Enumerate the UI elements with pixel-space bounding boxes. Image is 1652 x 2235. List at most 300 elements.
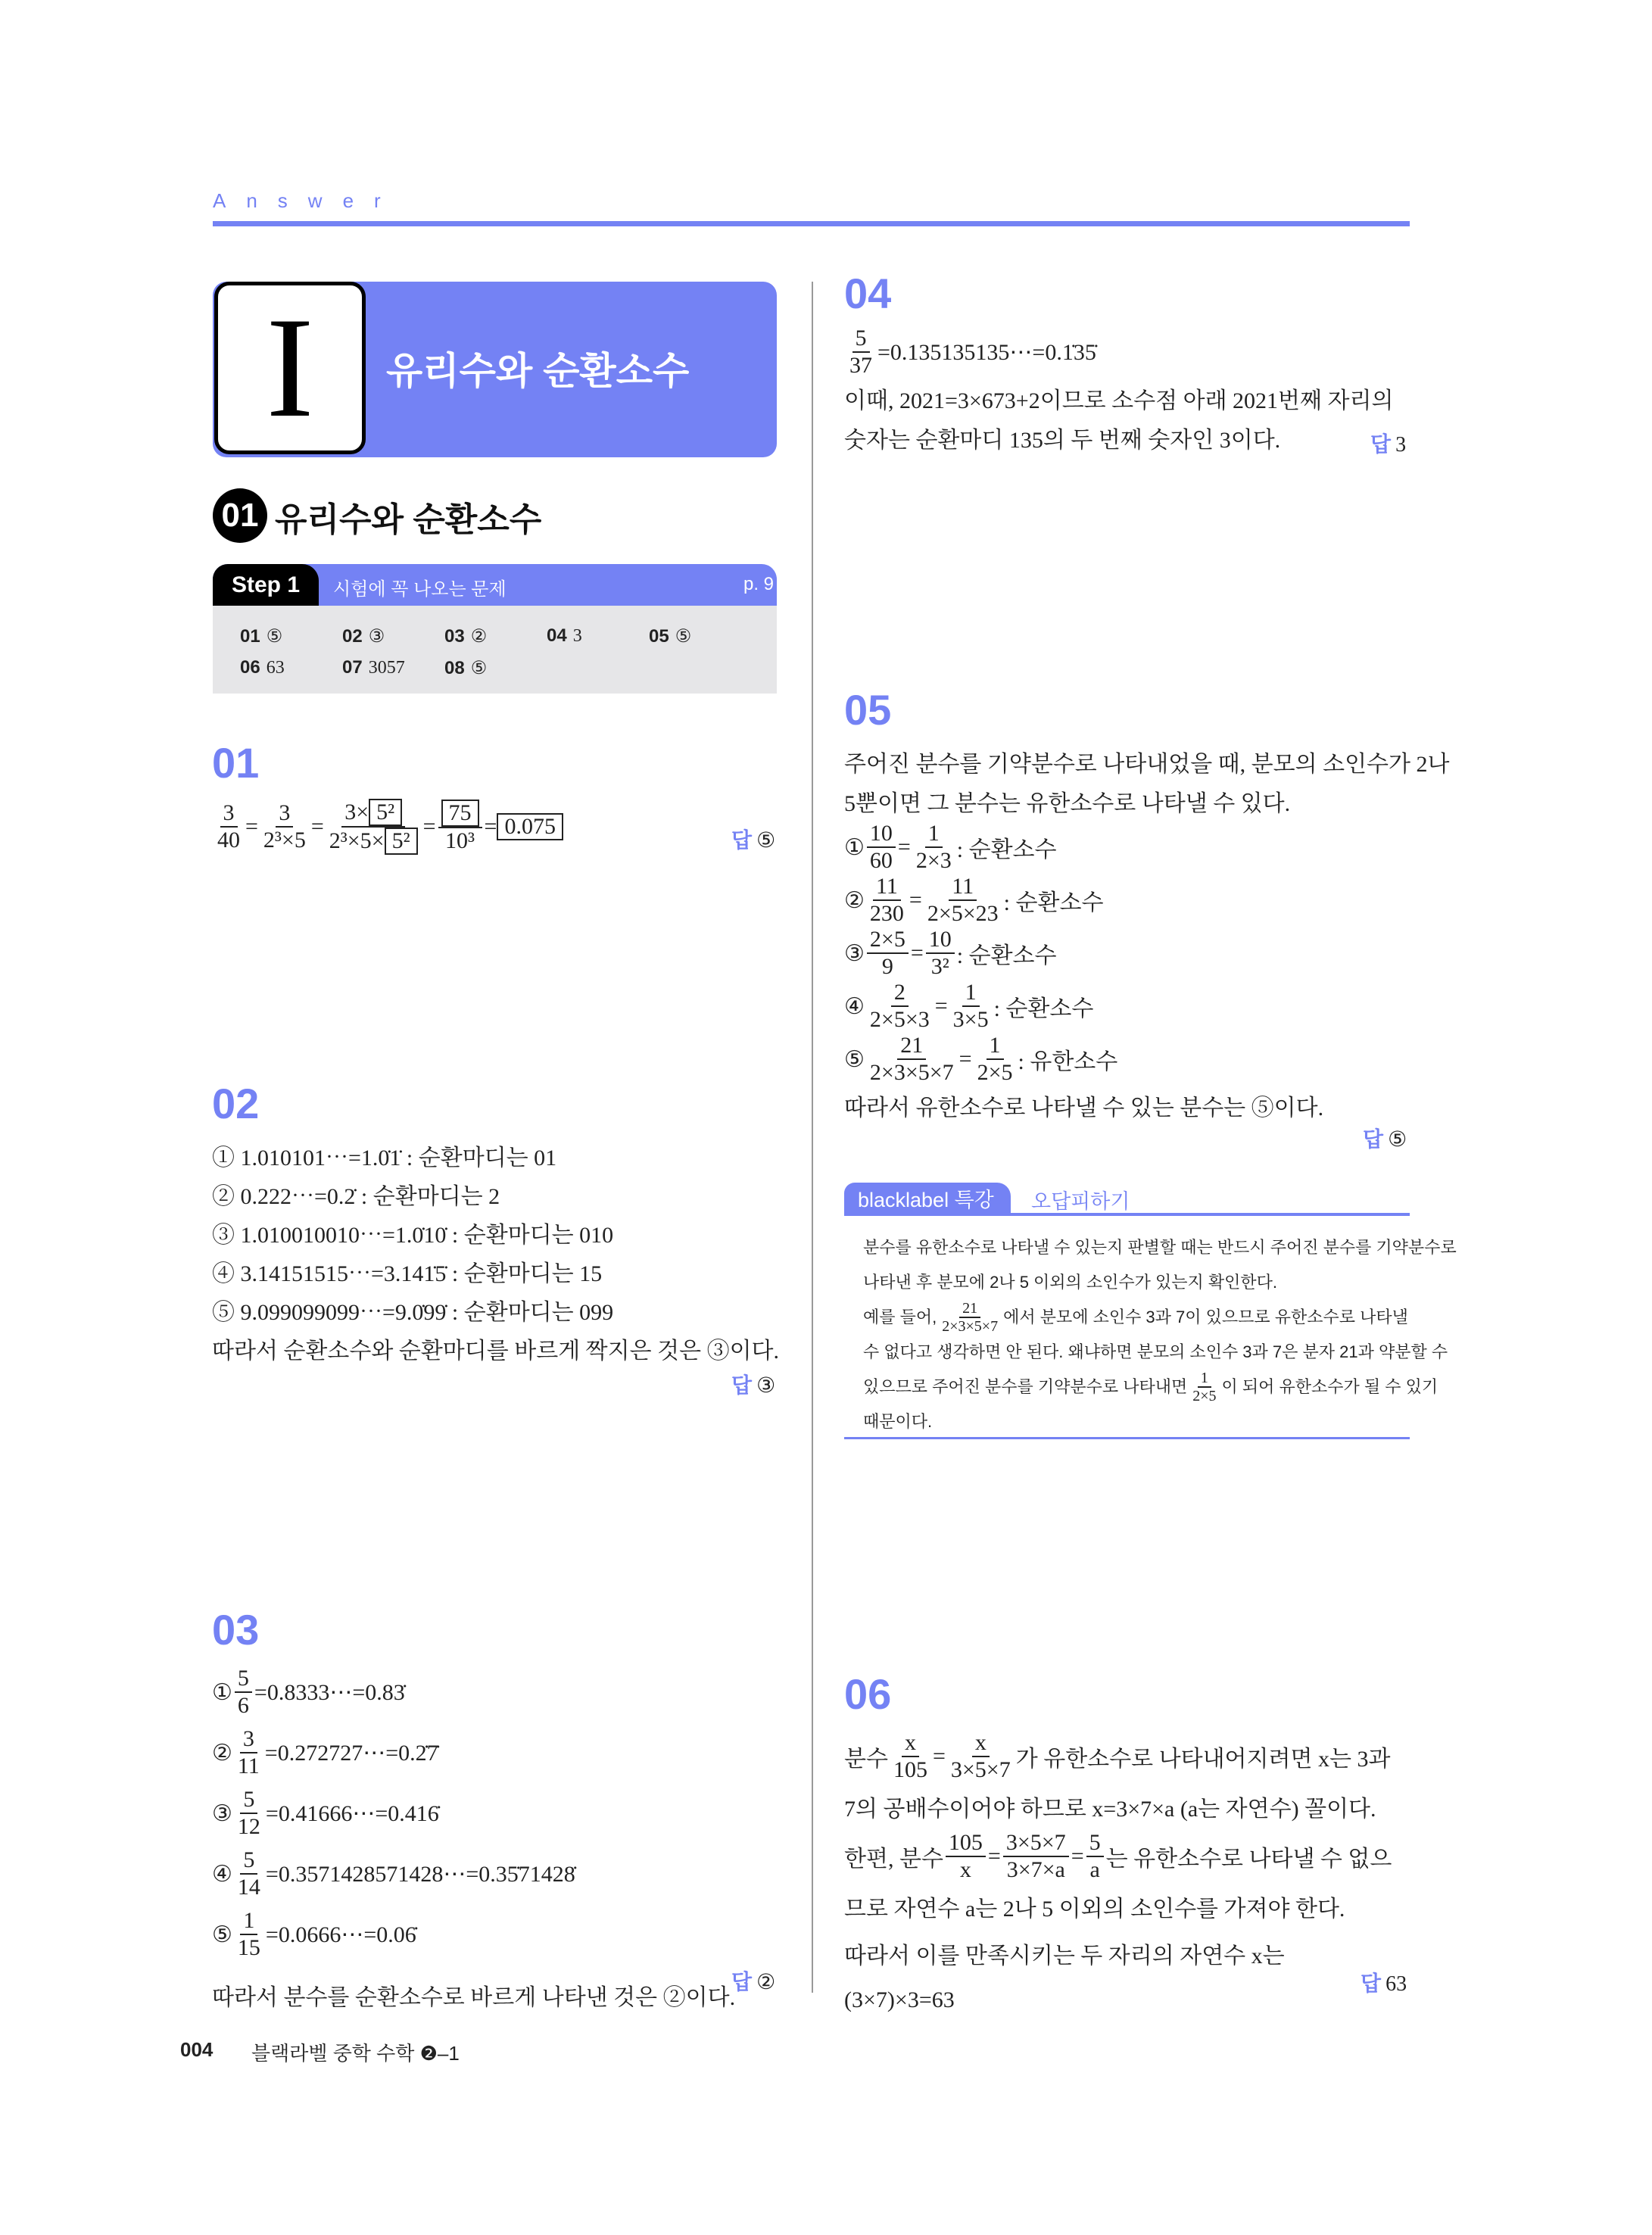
- solution-line: [844, 379, 1393, 418]
- text-run: 40: [217, 828, 240, 853]
- numerator: [959, 1300, 980, 1318]
- solution-line: [863, 1404, 1408, 1439]
- answer-value: ②: [756, 1971, 776, 1994]
- text-run: 1: [965, 980, 977, 1005]
- denominator: [326, 828, 421, 855]
- q01-solution: [212, 799, 563, 855]
- text-run: 21: [962, 1300, 978, 1317]
- fraction: [1003, 1830, 1069, 1883]
- solution-line: [863, 1265, 1408, 1300]
- answer-key-value: 63: [266, 658, 285, 678]
- text-run: 주어진 분수를 기약분수로 나타내었을 때, 분모의 소인수가 2나: [844, 752, 1450, 777]
- text-run: =: [1071, 1844, 1084, 1869]
- numerator: [972, 1730, 990, 1757]
- numerator: [1198, 1370, 1211, 1388]
- text-run: 이 되어 유한소수가 될 수 있기: [1221, 1377, 1438, 1396]
- answer-label: 답: [1363, 1127, 1384, 1151]
- fraction: [939, 1300, 1001, 1335]
- text-run: =0.8333⋯=0.83̇: [254, 1679, 405, 1705]
- answer-key-value: 3057: [368, 658, 405, 678]
- numerator: [852, 326, 870, 353]
- q05-answer: [1363, 1123, 1407, 1153]
- fraction: [926, 927, 955, 980]
- solution-line: [863, 1370, 1438, 1404]
- denominator: [214, 828, 243, 853]
- q06-answer: [1361, 1967, 1407, 1997]
- solution-line: [844, 1830, 1392, 1883]
- answer-key-value: ⑤: [675, 627, 692, 647]
- answer-key-item: [240, 625, 282, 647]
- question-heading-01: 01: [212, 739, 260, 787]
- denominator: [1086, 1857, 1102, 1883]
- solution-line: [212, 1252, 779, 1290]
- text-run: ① 1.010101⋯=1.0̇1̇ : 순환마디는 01: [212, 1145, 557, 1170]
- text-run: =: [484, 814, 497, 839]
- text-run: =: [422, 814, 436, 839]
- answer-label: 답: [731, 828, 753, 852]
- header-rule: [213, 221, 1410, 226]
- solution-line: [863, 1300, 1408, 1335]
- text-run: 105: [948, 1830, 983, 1855]
- fraction: [235, 1847, 263, 1900]
- answer-value: 3: [1395, 433, 1407, 457]
- text-run: =: [932, 1744, 946, 1769]
- denominator: [442, 828, 478, 854]
- text-run: 14: [237, 1875, 260, 1900]
- text-run: 있으므로 주어진 분수를 기약분수로 나타내면: [863, 1377, 1188, 1396]
- answer-label: 답: [1370, 432, 1392, 456]
- text-run: 105: [893, 1757, 927, 1782]
- text-run: ④: [212, 1861, 232, 1887]
- solution-line: [844, 1086, 1450, 1125]
- answer-key-number: 08: [444, 658, 465, 678]
- answer-value: ⑤: [756, 829, 776, 853]
- answer-grid: [213, 606, 777, 694]
- math-group: [441, 800, 479, 825]
- solution-line: [212, 1174, 779, 1213]
- denominator: [890, 1757, 930, 1783]
- text-run: 므로 자연수 a는 2나 5 이외의 소인수를 가져야 한다.: [844, 1897, 1345, 1922]
- fraction: [913, 821, 955, 874]
- step-tab: Step 1: [213, 564, 319, 606]
- text-run: 가 유한소수로 나타내어지려면 x는 3과: [1015, 1747, 1391, 1772]
- q06-solution: [844, 1730, 1392, 2024]
- fraction: [846, 326, 875, 379]
- text-run: =: [934, 993, 948, 1018]
- solution-line: [212, 1290, 779, 1329]
- text-run: 3×5×7: [950, 1757, 1011, 1782]
- text-run: 나타낸 후 분모에 2나 5 이외의 소인수가 있는지 확인한다.: [863, 1273, 1278, 1292]
- text-run: 2×5: [869, 927, 905, 952]
- step-subtitle: 시험에 꼭 나오는 문제: [333, 579, 507, 600]
- numerator: [873, 874, 901, 901]
- numerator: [240, 1847, 257, 1875]
- solution-line: [844, 1783, 1392, 1830]
- fraction: [235, 1726, 263, 1779]
- text-run: x: [959, 1857, 971, 1882]
- text-run: ②: [212, 1740, 232, 1766]
- text-run: 3²: [930, 954, 949, 979]
- text-run: 1: [927, 821, 940, 846]
- text-run: =0.135135135⋯=0.1̇35̇: [877, 339, 1096, 365]
- q04-answer: [1370, 428, 1406, 458]
- text-run: 분수를 유한소수로 나타낼 수 있는지 판별할 때는 반드시 주어진 분수를 기약분수로: [863, 1238, 1457, 1257]
- text-run: =: [310, 814, 324, 839]
- blacklabel-body: [863, 1230, 1457, 1439]
- denominator: [1189, 1388, 1219, 1404]
- fraction: [924, 874, 1002, 927]
- text-run: 15: [237, 1935, 260, 1960]
- answer-key-number: 06: [240, 657, 260, 678]
- fraction: [260, 800, 309, 853]
- answer-key-value: ⑤: [470, 659, 488, 678]
- text-run: ③: [212, 1800, 232, 1826]
- text-run: =: [897, 834, 911, 859]
- numerator: [1003, 1830, 1069, 1857]
- text-run: 때문이다.: [863, 1412, 933, 1431]
- answer-key-number: 03: [444, 626, 465, 647]
- answer-key-number: 02: [342, 626, 363, 647]
- solution-line: [212, 1904, 735, 1965]
- text-run: 숫자는 순환마디 135의 두 번째 숫자인 3이다.: [844, 428, 1281, 453]
- fraction: [235, 1908, 263, 1961]
- denominator: [879, 954, 896, 980]
- answer-key-value: ③: [368, 627, 385, 647]
- denominator: [957, 1857, 974, 1883]
- solution-line: [863, 1335, 1448, 1370]
- text-run: 수 없다고 생각하면 안 된다. 왜냐하면 분모의 소인수 3과 7은 분자 21과 약분할 수: [863, 1342, 1448, 1361]
- fraction: [235, 1666, 252, 1719]
- answer-value: ⑤: [1388, 1128, 1407, 1152]
- text-run: 2×3: [915, 848, 952, 873]
- answer-label: 답: [1361, 1972, 1382, 1995]
- text-run: : 순환소수: [993, 996, 1094, 1021]
- q03-answer: [731, 1965, 775, 1996]
- denominator: [867, 901, 907, 927]
- answer-key-item: [342, 657, 405, 678]
- text-run: 3×5×7: [1005, 1830, 1066, 1855]
- text-run: ②: [844, 887, 865, 913]
- solution-line: [212, 1783, 735, 1844]
- denominator: [1004, 1857, 1068, 1883]
- text-run: 3×7×a: [1006, 1857, 1065, 1882]
- fraction: [867, 927, 909, 980]
- solution-line: [844, 1930, 1392, 1977]
- text-run: 11: [875, 874, 898, 899]
- fraction: [867, 821, 896, 874]
- blacklabel-bottom-rule: [844, 1437, 1410, 1439]
- text-run: 2³×5: [263, 828, 306, 853]
- text-run: 2×5: [1192, 1388, 1217, 1404]
- numerator: [240, 1726, 257, 1753]
- text-run: =0.41666⋯=0.416̇: [265, 1800, 439, 1826]
- numerator: [220, 800, 238, 828]
- fraction: [867, 980, 933, 1033]
- fraction: [1086, 1830, 1104, 1883]
- solution-line: [844, 1883, 1392, 1930]
- text-run: 2: [893, 980, 905, 1005]
- text-run: 37: [849, 353, 872, 378]
- text-run: =: [958, 1046, 972, 1071]
- text-run: 230: [869, 901, 904, 926]
- numerator: [240, 1908, 257, 1935]
- text-run: 10: [869, 821, 893, 846]
- answer-key-item: [444, 657, 487, 679]
- text-run: 3: [279, 800, 291, 825]
- text-run: 예를 들어,: [863, 1308, 937, 1326]
- numerator: [897, 1033, 926, 1060]
- section-number-badge: 01: [213, 488, 267, 543]
- text-run: 21: [900, 1033, 924, 1058]
- text-run: 5뿐이면 그 분수는 유한소수로 나타낼 수 있다.: [844, 791, 1291, 816]
- solution-line: [212, 1329, 779, 1367]
- fraction: [326, 799, 421, 855]
- answer-key-value: ⑤: [266, 627, 283, 647]
- blacklabel-subtitle: 오답피하기: [1031, 1190, 1130, 1213]
- text-run: : 순환소수: [956, 837, 1057, 862]
- denominator: [846, 353, 875, 379]
- answer-key-item: [547, 625, 582, 647]
- text-run: : 순환소수: [1003, 890, 1104, 915]
- numerator: [946, 1830, 986, 1857]
- solution-line: [844, 742, 1450, 781]
- blacklabel-tab: blacklabel 특강: [844, 1183, 1011, 1213]
- answer-box: 5²: [369, 799, 402, 826]
- numerator: [438, 800, 482, 828]
- footer-book-title: 블랙라벨 중학 수학 ❷–1: [251, 2042, 460, 2065]
- denominator: [235, 1935, 263, 1961]
- fraction: [867, 874, 907, 927]
- solution-line: [844, 1033, 1450, 1086]
- footer-page-number: 004: [180, 2038, 214, 2061]
- solution-line: [844, 1977, 1392, 2024]
- fraction: [438, 800, 482, 854]
- text-run: =0.0666⋯=0.06̇: [265, 1922, 416, 1947]
- denominator: [948, 1757, 1014, 1783]
- math-group: [344, 800, 402, 824]
- text-run: 5: [237, 1666, 249, 1691]
- text-run: =0.272727⋯=0.2̇7̇: [264, 1740, 438, 1766]
- step-page-ref: p. 9: [743, 574, 774, 594]
- text-run: ③: [844, 940, 865, 966]
- q02-solution: [212, 1136, 779, 1367]
- text-run: ③ 1.010010010⋯=1.0̇10̇ : 순환마디는 010: [212, 1222, 614, 1248]
- text-run: 1: [1200, 1370, 1208, 1386]
- text-run: 5: [1089, 1830, 1101, 1855]
- text-run: 7의 공배수이어야 하므로 x=3×7×a (a는 자연수) 꼴이다.: [844, 1797, 1376, 1822]
- text-run: ④ 3.14151515⋯=3.141̇5̇ : 순환마디는 15: [212, 1261, 603, 1286]
- numerator: [341, 799, 405, 828]
- question-heading-05: 05: [844, 686, 892, 734]
- answer-label: 답: [731, 1970, 753, 1993]
- text-run: =: [909, 887, 922, 912]
- answer-key-value: 3: [572, 626, 582, 646]
- solution-line: [212, 1136, 779, 1174]
- question-heading-03: 03: [212, 1606, 260, 1654]
- text-run: =0.3571428571428⋯=0.35̇71428̇: [265, 1861, 575, 1887]
- denominator: [950, 1007, 992, 1033]
- q04-solution: [844, 326, 1393, 457]
- answer-key-item: [444, 625, 487, 647]
- text-run: 3×: [344, 800, 369, 824]
- text-run: ⑤: [212, 1922, 232, 1947]
- text-run: 분수: [844, 1747, 888, 1772]
- text-run: 3×5: [952, 1007, 989, 1032]
- text-run: =: [245, 814, 258, 839]
- answer-value: ③: [756, 1374, 776, 1398]
- solution-line: [212, 799, 563, 855]
- answer-key-item: [649, 625, 691, 647]
- text-run: ② 0.222⋯=0.2̇ : 순환마디는 2: [212, 1183, 500, 1209]
- answer-box: 75: [441, 800, 479, 827]
- denominator: [235, 1814, 263, 1840]
- text-run: 따라서 순환소수와 순환마디를 바르게 짝지은 것은 ③이다.: [212, 1338, 780, 1364]
- question-heading-02: 02: [212, 1080, 260, 1127]
- numerator: [926, 927, 955, 954]
- text-run: 3: [242, 1726, 254, 1751]
- text-run: ④: [844, 993, 865, 1019]
- text-run: 5: [243, 1787, 255, 1812]
- text-run: 5: [243, 1847, 255, 1872]
- chapter-numeral: I: [214, 282, 366, 454]
- text-run: 2×5×3: [869, 1007, 930, 1032]
- solution-line: [844, 874, 1450, 927]
- text-run: 따라서 분수를 순환소수로 바르게 나타낸 것은 ②이다.: [212, 1985, 736, 2010]
- denominator: [235, 1693, 252, 1719]
- fraction: [950, 980, 992, 1033]
- solution-line: [844, 980, 1450, 1033]
- section-title: 유리수와 순환소수: [275, 501, 542, 538]
- numerator: [925, 821, 943, 848]
- solution-line: [844, 418, 1393, 457]
- numerator: [962, 980, 980, 1007]
- column-divider: [812, 282, 813, 1993]
- numerator: [987, 1033, 1004, 1060]
- text-run: x: [974, 1730, 987, 1755]
- numerator: [240, 1787, 257, 1814]
- numerator: [276, 800, 293, 828]
- numerator: [1086, 1830, 1104, 1857]
- numerator: [949, 874, 977, 901]
- solution-line: [212, 1662, 735, 1722]
- blacklabel-rule: [844, 1213, 1410, 1216]
- question-heading-04: 04: [844, 270, 892, 317]
- header-label: Answer: [213, 189, 401, 212]
- text-run: ⑤ 9.099099099⋯=9.0̇99̇ : 순환마디는 099: [212, 1299, 614, 1325]
- text-run: =: [910, 940, 924, 965]
- numerator: [867, 927, 909, 954]
- text-run: (3×7)×3=63: [844, 1987, 955, 2012]
- text-run: ①: [844, 834, 865, 860]
- answer-box: 0.075: [497, 813, 563, 840]
- q03-solution: [212, 1662, 735, 2025]
- question-heading-06: 06: [844, 1670, 892, 1718]
- text-run: 2³×5×: [329, 828, 385, 853]
- numerator: [235, 1666, 252, 1693]
- fraction: [1189, 1370, 1219, 1404]
- text-run: 6: [237, 1693, 249, 1718]
- answer-key-number: 01: [240, 626, 260, 647]
- text-run: 2×5×23: [927, 901, 999, 926]
- text-run: 9: [881, 954, 893, 979]
- numerator: [902, 1730, 919, 1757]
- solution-line: [212, 1844, 735, 1904]
- denominator: [867, 848, 896, 874]
- text-run: 11: [952, 874, 974, 899]
- text-run: : 유한소수: [1018, 1049, 1118, 1074]
- numerator: [867, 821, 896, 848]
- denominator: [867, 1060, 957, 1086]
- text-run: 60: [869, 848, 893, 873]
- text-run: ⑤: [844, 1046, 865, 1072]
- fraction: [235, 1787, 263, 1840]
- text-run: 1: [243, 1908, 255, 1933]
- solution-line: [212, 1722, 735, 1783]
- answer-key-item: [342, 625, 385, 647]
- fraction: [890, 1730, 930, 1783]
- q01-answer: [731, 824, 775, 854]
- text-run: 는 유한소수로 나타낼 수 없으: [1105, 1847, 1392, 1872]
- fraction: [867, 1033, 957, 1086]
- solution-line: [844, 1730, 1392, 1783]
- solution-line: [844, 781, 1450, 821]
- text-run: : 순환소수: [956, 943, 1057, 968]
- q05-solution: [844, 742, 1450, 1125]
- solution-line: [863, 1230, 1457, 1265]
- text-run: 3: [223, 800, 235, 825]
- denominator: [939, 1318, 1001, 1335]
- q02-answer: [731, 1369, 775, 1399]
- text-run: 10³: [445, 828, 475, 853]
- text-run: =: [987, 1844, 1001, 1869]
- denominator: [924, 901, 1002, 927]
- fraction: [974, 1033, 1016, 1086]
- text-run: 11: [237, 1753, 260, 1778]
- text-run: 따라서 이를 만족시키는 두 자리의 자연수 x는: [844, 1944, 1285, 1968]
- text-run: 2×3×5×7: [942, 1318, 999, 1335]
- denominator: [260, 828, 309, 853]
- denominator: [235, 1875, 263, 1900]
- text-run: x: [904, 1730, 916, 1755]
- answer-key-number: 07: [342, 657, 363, 678]
- answer-key-number: 05: [649, 626, 669, 647]
- text-run: ①: [212, 1679, 232, 1705]
- fraction: [214, 800, 243, 853]
- answer-value: 63: [1385, 1972, 1407, 1996]
- fraction: [946, 1830, 986, 1883]
- denominator: [974, 1060, 1016, 1086]
- text-run: 따라서 유한소수로 나타낼 수 있는 분수는 ⑤이다.: [844, 1096, 1324, 1121]
- text-run: 10: [928, 927, 952, 952]
- numerator: [891, 980, 909, 1007]
- text-run: 1: [989, 1033, 1001, 1058]
- text-run: 12: [237, 1814, 260, 1839]
- text-run: 이때, 2021=3×673+2이므로 소수점 아래 2021번째 자리의: [844, 388, 1394, 413]
- denominator: [928, 954, 952, 980]
- chapter-title: 유리수와 순환소수: [386, 350, 690, 392]
- solution-line: [212, 1213, 779, 1252]
- answer-label: 답: [731, 1373, 753, 1397]
- fraction: [948, 1730, 1014, 1783]
- text-run: 5: [855, 326, 867, 351]
- answer-key-value: ②: [470, 627, 488, 647]
- text-run: a: [1089, 1857, 1100, 1882]
- answer-key-item: [240, 657, 285, 678]
- solution-line: [844, 927, 1450, 980]
- text-run: 2×5: [977, 1060, 1013, 1085]
- answer-box: 5²: [385, 828, 418, 855]
- denominator: [235, 1753, 263, 1779]
